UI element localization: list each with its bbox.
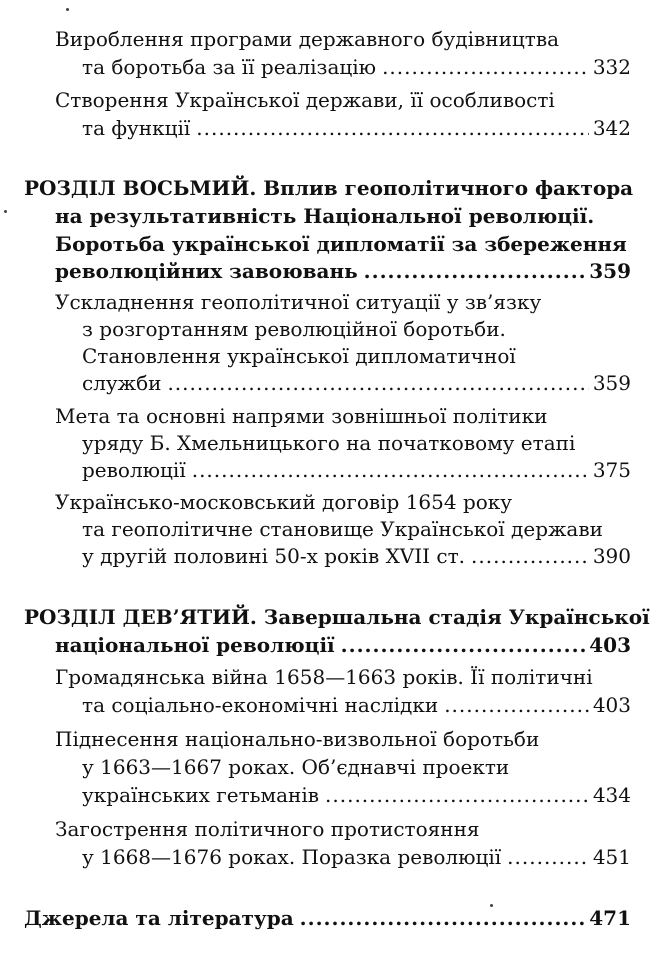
page-number: 434 — [592, 783, 631, 807]
toc-entry-text: у 1668—1676 роках. Поразка революції — [82, 845, 502, 869]
chapter-heading: революційних завоювань — [55, 259, 358, 283]
dot-leader — [300, 906, 586, 930]
toc-entry-text: у 1663—1667 роках. Об’єднавчі проекти — [82, 755, 510, 779]
dot-leader — [507, 845, 589, 869]
scan-speck — [4, 210, 7, 213]
toc-entry-text: Мета та основні напрями зовнішньої політики — [55, 404, 548, 428]
chapter-heading: на результативність Національної революції. — [55, 204, 595, 228]
toc-entry-leader-row — [82, 783, 631, 807]
page-number: 359 — [589, 259, 631, 283]
dot-leader — [471, 544, 589, 568]
dot-leader — [196, 116, 589, 140]
toc-entry-text: та боротьба за її реалізацію — [82, 55, 377, 79]
dot-leader — [382, 55, 589, 79]
page-number: 403 — [592, 693, 631, 717]
toc-entry-leader-row — [82, 845, 631, 869]
chapter-leader-row — [55, 259, 631, 283]
toc-entry-text: Загострення політичного протистояння — [55, 817, 480, 841]
page-number: 332 — [592, 55, 631, 79]
toc-entry-text: Піднесення національно-визвольної боротьби — [55, 727, 540, 751]
dot-leader — [192, 458, 589, 482]
dot-leader — [364, 259, 586, 283]
page-number: 403 — [589, 633, 631, 657]
page-number: 471 — [589, 906, 631, 930]
toc-entry-text: Громадянська війна 1658—1663 років. Її політичні — [55, 665, 593, 689]
toc-entry-text: революції — [82, 458, 186, 482]
toc-entry-leader-row — [82, 458, 631, 482]
toc-entry-leader-row — [82, 371, 631, 395]
toc-entry-text: служби — [82, 371, 162, 395]
page-number: 451 — [592, 845, 631, 869]
dot-leader — [167, 371, 588, 395]
toc-entry-leader-row — [82, 116, 631, 140]
toc-entry-text: уряду Б. Хмельницького на початковому етапі — [82, 431, 576, 455]
toc-entry-leader-row — [82, 544, 631, 568]
chapter-heading: Боротьба української дипломатії за збереження — [55, 232, 627, 256]
toc-entry-text: та геополітичне становище Української держави — [82, 517, 603, 541]
chapter-heading: РОЗДІЛ ДЕВ’ЯТИЙ. Завершальна стадія Української — [24, 605, 650, 629]
toc-entry-text: українських гетьманів — [82, 783, 320, 807]
chapter-leader-row — [55, 633, 631, 657]
chapter-heading: РОЗДІЛ ВОСЬМИЙ. Вплив геополітичного фактора — [24, 176, 634, 200]
dot-leader — [341, 633, 586, 657]
toc-entry-leader-row — [82, 55, 631, 79]
toc-entry-text: та соціально-економічні наслідки — [82, 693, 439, 717]
scan-speck — [490, 904, 493, 907]
chapter-heading: національної революції — [55, 633, 335, 657]
toc-entry-text: у другій половині 50-х років XVII ст. — [82, 544, 466, 568]
toc-entry-text: Українсько-московський договір 1654 року — [55, 490, 513, 514]
sources-leader-row — [24, 906, 631, 930]
scan-speck — [66, 8, 69, 11]
page-number: 375 — [592, 458, 631, 482]
toc-entry-text: та функції — [82, 116, 191, 140]
page-number: 390 — [592, 544, 631, 568]
page-number: 342 — [592, 116, 631, 140]
sources-heading: Джерела та література — [24, 906, 294, 930]
toc-entry-text: Вироблення програми державного будівництва — [55, 27, 560, 51]
toc-entry-text: Ускладнення геополітичної ситуації у зв’язку — [55, 290, 542, 314]
page-number: 359 — [592, 371, 631, 395]
dot-leader — [444, 693, 589, 717]
toc-entry-text: Становлення української дипломатичної — [82, 344, 516, 368]
toc-entry-text: з розгортанням революційної боротьби. — [82, 317, 506, 341]
toc-entry-leader-row — [82, 693, 631, 717]
dot-leader — [325, 783, 589, 807]
toc-entry-text: Створення Української держави, її особливості — [55, 88, 555, 112]
